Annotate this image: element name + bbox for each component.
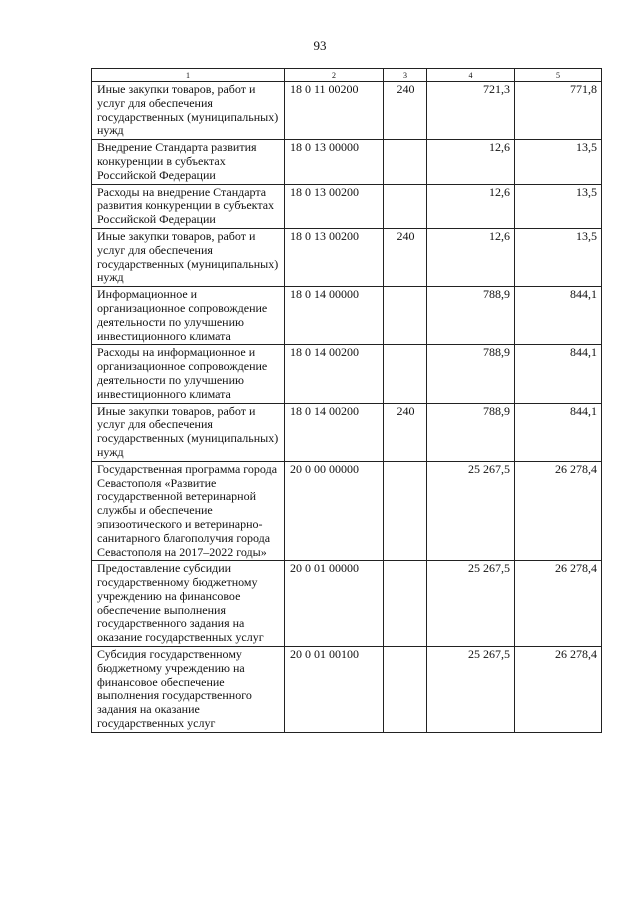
row-code: 20 0 00 00000 xyxy=(285,461,384,561)
row-name: Внедрение Стандарта развития конкуренции в субъектах Российской Федерации xyxy=(92,140,285,184)
row-code: 18 0 13 00200 xyxy=(285,184,384,228)
row-name: Субсидия государственному бюджетному учреждению на финансовое обеспечение выполнения государственного задания на оказание государственных услуг xyxy=(92,647,285,733)
row-name: Иные закупки товаров, работ и услуг для обеспечения государственных (муниципальных) нужд xyxy=(92,82,285,140)
column-number-1: 1 xyxy=(92,69,285,82)
row-code: 18 0 13 00200 xyxy=(285,228,384,286)
table-row xyxy=(92,82,602,140)
row-expense-type xyxy=(384,345,427,403)
row-sum-year1: 12,6 xyxy=(427,228,515,286)
row-sum-year1: 25 267,5 xyxy=(427,647,515,733)
row-expense-type xyxy=(384,287,427,345)
row-name: Расходы на информационное и организационное сопровождение деятельности по улучшению инвестиционного климата xyxy=(92,345,285,403)
row-sum-year1: 788,9 xyxy=(427,345,515,403)
row-expense-type xyxy=(384,140,427,184)
column-number-3: 3 xyxy=(384,69,427,82)
row-expense-type xyxy=(384,461,427,561)
column-number-2: 2 xyxy=(285,69,384,82)
row-sum-year1: 721,3 xyxy=(427,82,515,140)
table-row xyxy=(92,184,602,228)
row-sum-year2: 771,8 xyxy=(515,82,602,140)
row-sum-year1: 12,6 xyxy=(427,184,515,228)
table-row xyxy=(92,287,602,345)
row-expense-type: 240 xyxy=(384,403,427,461)
column-number-row xyxy=(92,69,602,82)
row-sum-year1: 788,9 xyxy=(427,287,515,345)
row-expense-type: 240 xyxy=(384,82,427,140)
row-expense-type xyxy=(384,184,427,228)
table-row xyxy=(92,345,602,403)
table-row xyxy=(92,561,602,647)
row-name: Иные закупки товаров, работ и услуг для обеспечения государственных (муниципальных) нужд xyxy=(92,228,285,286)
row-code: 18 0 13 00000 xyxy=(285,140,384,184)
row-sum-year2: 844,1 xyxy=(515,287,602,345)
row-name: Иные закупки товаров, работ и услуг для обеспечения государственных (муниципальных) нужд xyxy=(92,403,285,461)
row-sum-year2: 26 278,4 xyxy=(515,647,602,733)
row-sum-year1: 25 267,5 xyxy=(427,561,515,647)
row-sum-year2: 13,5 xyxy=(515,228,602,286)
row-sum-year1: 25 267,5 xyxy=(427,461,515,561)
row-name: Предоставление субсидии государственному бюджетному учреждению на финансовое обеспечение выполнения государственного задания на оказание государственных услуг xyxy=(92,561,285,647)
row-sum-year2: 26 278,4 xyxy=(515,561,602,647)
table-row xyxy=(92,647,602,733)
page-number: 93 xyxy=(313,38,327,53)
row-code: 18 0 14 00200 xyxy=(285,345,384,403)
row-code: 18 0 11 00200 xyxy=(285,82,384,140)
table-row xyxy=(92,228,602,286)
row-expense-type: 240 xyxy=(384,228,427,286)
row-sum-year1: 12,6 xyxy=(427,140,515,184)
row-code: 18 0 14 00000 xyxy=(285,287,384,345)
budget-table xyxy=(91,68,602,733)
table-row xyxy=(92,403,602,461)
row-sum-year2: 844,1 xyxy=(515,345,602,403)
row-sum-year2: 13,5 xyxy=(515,140,602,184)
row-sum-year2: 26 278,4 xyxy=(515,461,602,561)
row-code: 18 0 14 00200 xyxy=(285,403,384,461)
row-sum-year1: 788,9 xyxy=(427,403,515,461)
row-name: Расходы на внедрение Стандарта развития конкуренции в субъектах Российской Федерации xyxy=(92,184,285,228)
column-number-4: 4 xyxy=(427,69,515,82)
table-row xyxy=(92,140,602,184)
row-code: 20 0 01 00100 xyxy=(285,647,384,733)
row-name: Информационное и организационное сопровождение деятельности по улучшению инвестиционного климата xyxy=(92,287,285,345)
table-row xyxy=(92,461,602,561)
row-expense-type xyxy=(384,647,427,733)
column-number-5: 5 xyxy=(515,69,602,82)
row-name: Государственная программа города Севастополя «Развитие государственной ветеринарной службы и обеспечение эпизоотического и ветеринарно-санитарного благополучия города Севастополя на 2017–2022 годы» xyxy=(92,461,285,561)
row-sum-year2: 13,5 xyxy=(515,184,602,228)
row-expense-type xyxy=(384,561,427,647)
row-code: 20 0 01 00000 xyxy=(285,561,384,647)
row-sum-year2: 844,1 xyxy=(515,403,602,461)
